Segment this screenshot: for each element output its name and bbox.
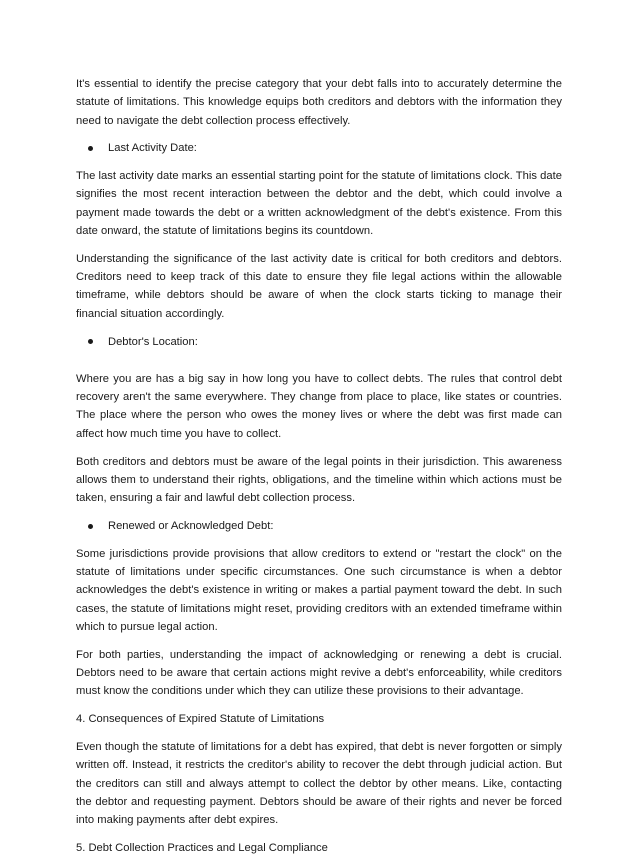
paragraph-expired-consequences: Even though the statute of limitations for a debt has expired, that debt is never forgotten or simply written off. Instead, it restricts the creditor's ability to recover the debt through judicial action. But the creditors can still and always attempt to collect the debtor by other means. Like, contacting the debtor and requesting payment. Debtors should be aware of their rights and never be forced into making payments after debt expires. [76,740,562,827]
paragraph-acknowledging-impact: For both parties, understanding the impact of acknowledging or renewing a debt is crucial. Debtors need to be aware that certain actions might revive a debt's enforceability, while creditors must know the conditions under which they can utilize these provisions to their advantage. [76,648,562,698]
paragraph-jurisdiction-awareness: Both creditors and debtors must be aware of the legal points in their jurisdiction. This awareness allows them to understand their rights, obligations, and the timeline within which actions must be taken, ensuring a fair and lawful debt collection process. [76,455,562,505]
bullet-icon [88,146,93,151]
paragraph-last-activity-significance: Understanding the significance of the last activity date is critical for both creditors and debtors. Creditors need to keep track of this date to ensure they file legal actions within the allowable timeframe, while debtors should be aware of when the clock starts ticking to manage their financial situation accordingly. [76,252,562,320]
bullet-renewed-debt [88,517,562,535]
bullet-label: Renewed or Acknowledged Debt: [108,519,274,532]
bullet-icon [88,524,93,529]
paragraph-restart-clock: Some jurisdictions provide provisions that allow creditors to extend or "restart the clock" on the statute of limitations under specific circumstances. One such circumstance is when a debtor acknowledges the debt's existence in writing or makes a partial payment toward the debt. In such cases, the statute of limitations might reset, providing creditors with an extended timeframe within which to pursue legal action. [76,547,562,633]
paragraph-debt-category: It's essential to identify the precise category that your debt falls into to accurately determine the statute of limitations. This knowledge equips both creditors and debtors with the information they need to navigate the debt collection process effectively. [76,78,562,127]
section-heading-expired-statute: 4. Consequences of Expired Statute of Limitations [76,713,325,726]
paragraph-location-rules: Where you are has a big say in how long you have to collect debts. The rules that control debt recovery aren't the same everywhere. They change from place to place, like states or countries. The place where the person who owes the money lives or where the debt was first made can affect how much time you have to collect. [76,372,562,440]
section-heading-collection-practices: 5. Debt Collection Practices and Legal Compliance [76,841,328,854]
bullet-icon [88,339,93,344]
bullet-label: Last Activity Date: [108,142,197,155]
bullet-last-activity-date [88,139,562,157]
bullet-debtors-location [88,333,562,351]
bullet-label: Debtor's Location: [108,335,198,348]
paragraph-last-activity-definition: The last activity date marks an essential starting point for the statute of limitations clock. This date signifies the most recent interaction between the debtor and the debt, which could involve a payment made towards the debt or a written acknowledgment of the debt's existence. From this date onward, the statute of limitations begins its countdown. [76,170,562,238]
